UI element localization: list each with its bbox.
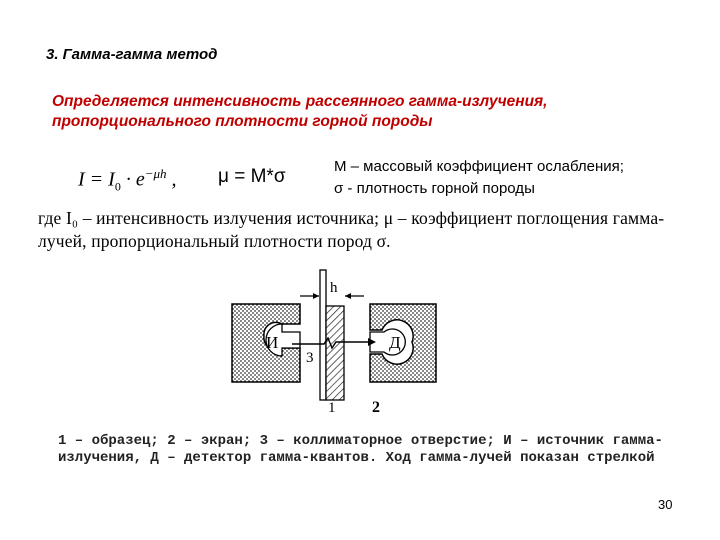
label-h: h [330,280,338,296]
formula-exp-base: · e [120,168,145,191]
label-sample: 1 [328,400,336,416]
gamma-gamma-diagram [222,262,442,422]
formula-comma: , [166,168,177,191]
page-number: 30 [658,497,673,512]
label-source: И [266,333,279,352]
label-collimator: 3 [306,350,314,366]
where-explanation: где I₀ – интенсивность излучения источника; μ – коэффициент поглощения гамма-лучей, пропорциональный плотности пород σ. [38,208,665,251]
formula-lhs: I = I [78,168,115,191]
label-detector: Д [389,333,401,352]
sample-plate [320,270,326,400]
definition-m: M – массовый коэффициент ослабления; [334,158,624,175]
screen-plate [326,306,344,400]
right-definitions [334,156,624,200]
mu-equation: μ = M*σ [218,166,286,187]
definition-text: Определяется интенсивность рассеянного гамма-излучения, пропорционального плотности горной породы [52,93,548,130]
figure-caption: 1 – образец; 2 – экран; 3 – коллиматорное отверстие; И – источник гамма-излучения, Д – детектор гамма-квантов. Ход гамма-лучей показан стрелкой [58,433,663,466]
definition-sigma: σ - плотность горной породы [334,180,535,197]
formula-exponent: −μh [144,166,167,181]
intensity-formula [78,166,177,195]
slide-title: 3. Гамма-гамма метод [46,46,218,63]
formula-i0-subscript: 0 [114,179,121,194]
label-screen: 2 [372,399,380,416]
